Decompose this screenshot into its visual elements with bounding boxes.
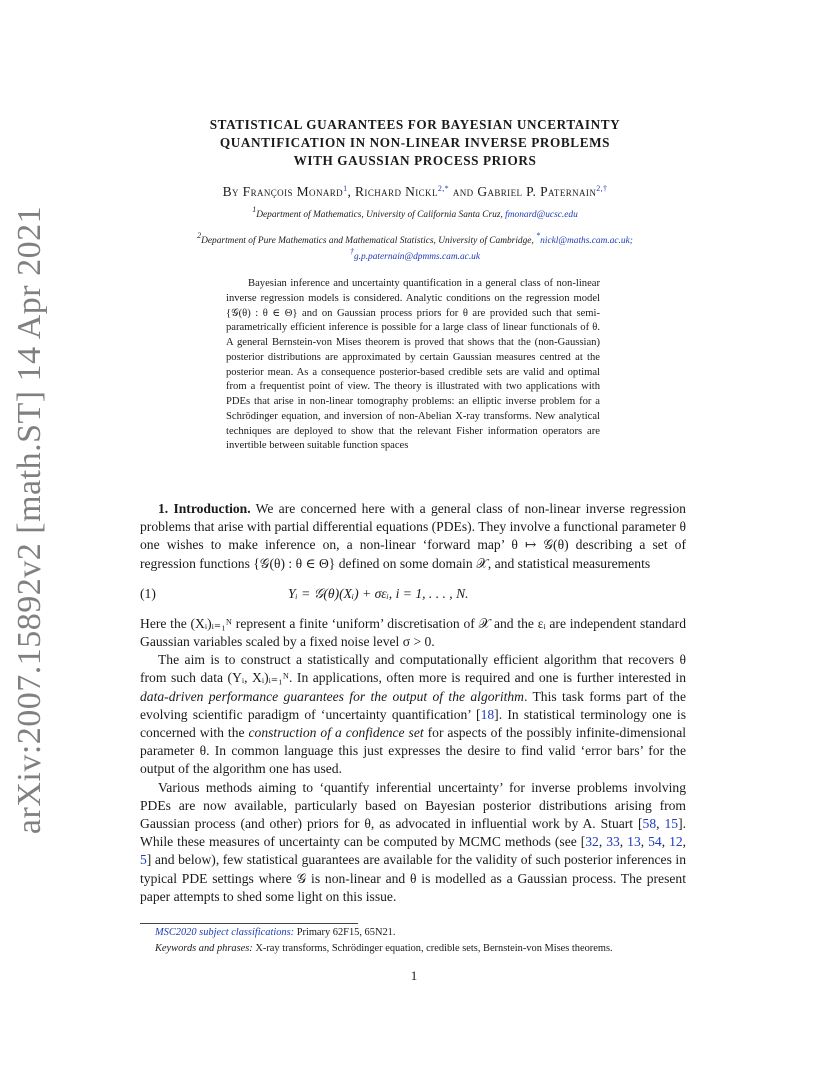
footnote-msc: MSC2020 subject classifications: Primary 62F15, 65N21.	[155, 927, 396, 938]
footnote-rule	[140, 923, 358, 924]
footnote-keywords: Keywords and phrases: X-ray transforms, Schrödinger equation, credible sets, Bernstein-von Mises theorems.	[155, 943, 613, 954]
and-label: and	[452, 184, 474, 199]
email-link-monard[interactable]: fmonard@ucsc.edu	[505, 210, 578, 220]
citation-link[interactable]: 32	[585, 834, 599, 850]
author-list: By François Monard$^1$, Richard Nickl$^{2,*}$ and Gabriel P. Paternain$^{2,\dagger}$	[222, 184, 608, 199]
page-number: 1	[410, 968, 418, 983]
email-link-paternain[interactable]: g.p.paternain@dpmms.cam.ac.uk	[353, 252, 481, 262]
author-monard-marker[interactable]: 1	[343, 184, 348, 193]
citation-link[interactable]: 54	[648, 834, 662, 850]
arxiv-identifier	[6, 205, 54, 835]
affiliation-ucsc: $^1$Department of Mathematics, University of California Santa Cruz, fmonard@ucsc.edu	[252, 205, 578, 220]
author-paternain: Gabriel P. Paternain	[477, 184, 597, 199]
citation-link[interactable]: 5	[140, 852, 147, 868]
citation-link[interactable]: 18	[480, 706, 495, 722]
intro-paragraph-4: Various methods aiming to ‘quantify inferential uncertainty’ for inverse problems involving PDEs are now available, particularly based on Bayesian posterior distributions arising from Gaussian process (and other) priors for θ, as advocated in influential work by A. Stuart [58, 15]. While these measures of uncertainty can be computed by MCMC methods (see [32, 33, 13, 54, 12, 5] and below), few statistical guarantees are available for the validity of such posterior inferences in typical PDE settings where 𝒢 is non-linear and θ is modelled as a Gaussian process. The present paper attempts to shed some light on this issue.	[140, 779, 687, 904]
citation-link[interactable]: 33	[606, 834, 620, 850]
author-nickl-marker[interactable]: 2,*	[437, 184, 450, 193]
intro-paragraph-1: 1. Introduction. We are concerned here with a general class of non-linear inverse regression problems that arise with partial differential equations (PDEs). They involve a functional parameter θ one wishes to make inference on, a non-linear ‘forward map’ θ ↦ 𝒢(θ) describing a set of regression functions {𝒢(θ) : θ ∈ Θ} defined on some domain 𝒳, and statistical measurements	[140, 501, 686, 571]
author-paternain-marker[interactable]: 2,†	[596, 184, 608, 193]
equation-number: (1)	[140, 585, 156, 601]
introduction-section	[140, 500, 686, 906]
affiliation-paternain-email: †g.p.paternain@dpmms.cam.ac.uk	[349, 247, 481, 262]
title-line-1: STATISTICAL GUARANTEES FOR BAYESIAN UNCERTAINTY	[209, 117, 621, 132]
equation-1	[140, 577, 686, 613]
equation-body: Yᵢ = 𝒢(θ)(Xᵢ) + σεᵢ, i = 1, . . . , N.	[288, 585, 469, 601]
author-monard: François Monard	[242, 184, 344, 199]
title-line-2: QUANTIFICATION IN NON-LINEAR INVERSE PROBLEMS	[219, 135, 611, 150]
intro-paragraph-3: The aim is to construct a statistically and computationally efficient algorithm that recovers θ from such data (Yᵢ, Xᵢ)ᵢ₌₁ᴺ. In applications, often more is required and one is further interested in data-driven performance guarantees for the output of the algorithm. This task forms part of the evolving scientific paradigm of ‘uncertainty quantification’ [18]. In statistical terminology one is concerned with the construction of a confidence set for aspects of the possibly infinite-dimensional parameter θ. In common language this just expresses the desire to find valid ‘error bars’ for the output of the algorithm one has used.	[140, 652, 687, 777]
citation-link[interactable]: 58	[642, 816, 657, 832]
paper-title	[130, 116, 700, 170]
msc-link[interactable]: MSC2020 subject classifications:	[155, 927, 295, 938]
citation-link[interactable]: 15	[664, 816, 679, 832]
email-link-nickl[interactable]: nickl@maths.cam.ac.uk;	[540, 236, 633, 246]
title-line-3: WITH GAUSSIAN PROCESS PRIORS	[293, 153, 537, 168]
author-nickl: Richard Nickl	[355, 184, 438, 199]
section-heading: 1. Introduction.	[158, 501, 251, 516]
abstract: Bayesian inference and uncertainty quantification in a general class of non-linear inverse regression models is considered. Analytic conditions on the regression model {𝒢(θ) : θ ∈ Θ} and on Gaussian process priors for θ are provided such that semi-parametrically efficient inference is possible for a large class of linear functionals of θ. A general Bernstein-von Mises theorem is proved that shows that the (non-Gaussian) posterior distributions are approximated by certain Gaussian measures centred at the posterior mean. As a consequence posterior-based credible sets are valid and optimal from a frequentist point of view. The theory is illustrated with two applications with PDEs that arise in non-linear tomography problems: an elliptic inverse problem for a Schrödinger equation, and inversion of non-Abelian X-ray transforms. New analytical techniques are deployed to show that the relevant Fisher information operators are invertible between suitable function spaces	[226, 278, 600, 452]
affiliation-cambridge: $^2$Department of Pure Mathematics and Mathematical Statistics, University of Cambridge, *nickl@maths.cam.ac.uk;	[197, 231, 633, 246]
citation-link[interactable]: 12	[669, 834, 683, 850]
arxiv-identifier-text: arXiv:2007.15892v2 [math.ST] 14 Apr 2021	[11, 205, 49, 835]
by-label: By	[222, 184, 239, 199]
intro-paragraph-2: Here the (Xᵢ)ᵢ₌₁ᴺ represent a finite ‘uniform’ discretisation of 𝒳 and the εᵢ are independent standard Gaussian variables scaled by a fixed noise level σ > 0.	[140, 615, 686, 650]
citation-link[interactable]: 13	[627, 834, 641, 850]
